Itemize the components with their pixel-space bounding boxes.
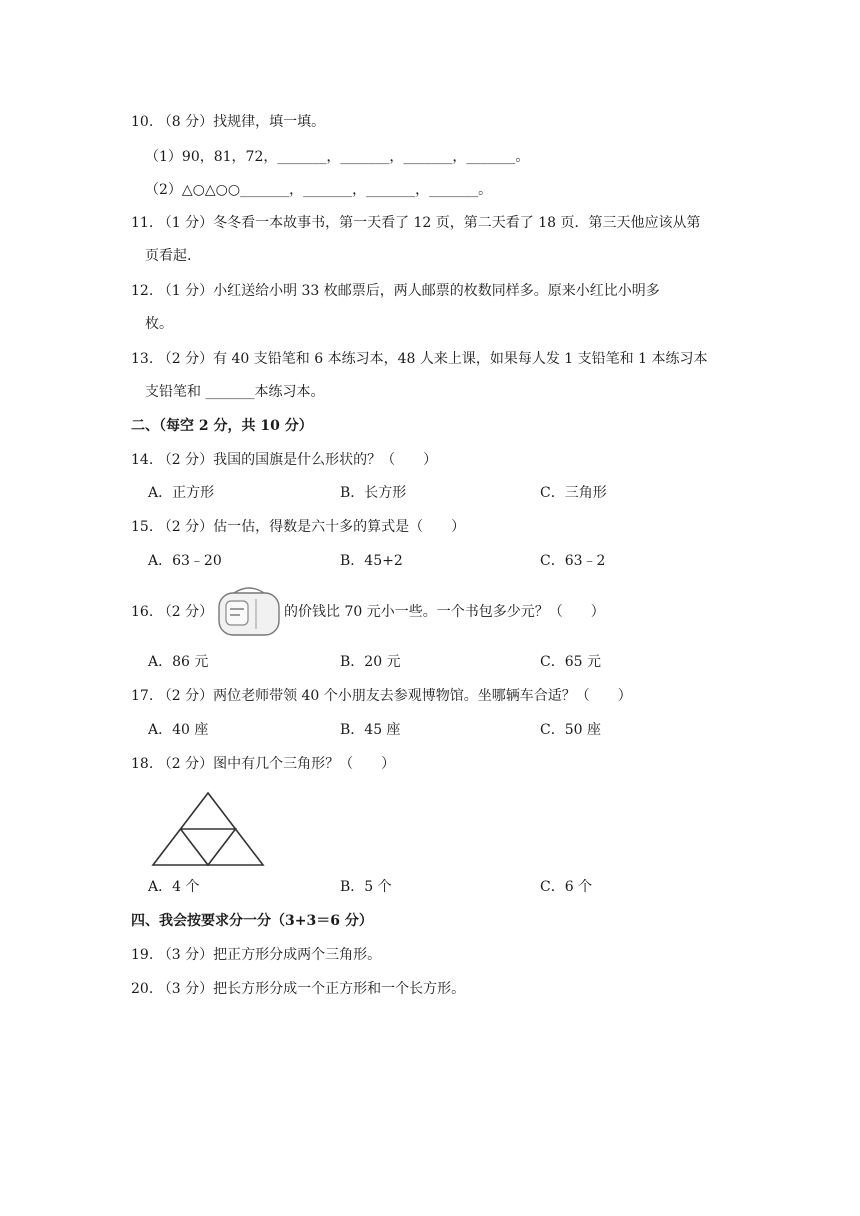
q15-stem: 15. （2 分）估一估，得数是六十多的算式是（ ） bbox=[131, 519, 466, 535]
q13-line2: 支铅笔和 _______本练习本。 bbox=[145, 384, 325, 400]
q10-sub1: （1）90，81，72，_______，_______，_______，_______。 bbox=[145, 149, 530, 165]
q15-option-a: A．63﹣20 bbox=[148, 553, 222, 569]
q13-line1: 13. （2 分）有 40 支铅笔和 6 本练习本，48 人来上课，如果每人发 1 支铅笔和 1 本练习本 bbox=[131, 351, 708, 367]
q16-option-c: C．65 元 bbox=[540, 654, 601, 670]
q14-option-b: B．长方形 bbox=[340, 485, 407, 501]
q12-line2: 枚。 bbox=[145, 316, 173, 332]
section-2-heading: 二、（每空 2 分，共 10 分） bbox=[131, 418, 313, 434]
q18-option-c: C．6 个 bbox=[540, 879, 593, 895]
q16-suffix: 的价钱比 70 元小一些。一个书包多少元？（ ） bbox=[284, 604, 605, 620]
q12-line1: 12. （1 分）小红送给小明 33 枚邮票后，两人邮票的枚数同样多。原来小红比小明多 bbox=[131, 283, 660, 299]
q10-sub2: （2）△○△○○_______，_______，_______，_______。 bbox=[145, 182, 493, 198]
schoolbag-icon bbox=[216, 585, 282, 639]
q17-option-b: B．45 座 bbox=[340, 722, 401, 738]
triangle-figure bbox=[150, 790, 266, 868]
q11-line2: 页看起. bbox=[145, 248, 192, 264]
q18-stem: 18. （2 分）图中有几个三角形？（ ） bbox=[131, 756, 396, 772]
q18-option-b: B．5 个 bbox=[340, 879, 392, 895]
q16-option-a: A．86 元 bbox=[148, 654, 209, 670]
q20-stem: 20. （3 分）把长方形分成一个正方形和一个长方形。 bbox=[131, 981, 466, 997]
q11-line1: 11. （1 分）冬冬看一本故事书，第一天看了 12 页，第二天看了 18 页．第三天他应该从第 bbox=[131, 215, 701, 231]
q19-stem: 19. （3 分）把正方形分成两个三角形。 bbox=[131, 947, 382, 963]
q14-option-c: C．三角形 bbox=[540, 485, 607, 501]
q15-option-c: C．63﹣2 bbox=[540, 553, 606, 569]
q18-option-a: A．4 个 bbox=[148, 879, 200, 895]
q17-option-c: C．50 座 bbox=[540, 722, 601, 738]
q17-stem: 17. （2 分）两位老师带领 40 个小朋友去参观博物馆。坐哪辆车合适？（ ） bbox=[131, 688, 632, 704]
q16-prefix: 16. （2 分） bbox=[131, 604, 214, 620]
q15-option-b: B．45+2 bbox=[340, 553, 403, 569]
q17-option-a: A．40 座 bbox=[148, 722, 209, 738]
q10-stem: 10. （8 分）找规律，填一填。 bbox=[131, 114, 326, 130]
section-4-heading: 四、我会按要求分一分（3+3＝6 分） bbox=[131, 913, 373, 929]
q16-option-b: B．20 元 bbox=[340, 654, 401, 670]
q14-option-a: A．正方形 bbox=[148, 485, 215, 501]
q14-stem: 14. （2 分）我国的国旗是什么形状的？（ ） bbox=[131, 452, 438, 468]
